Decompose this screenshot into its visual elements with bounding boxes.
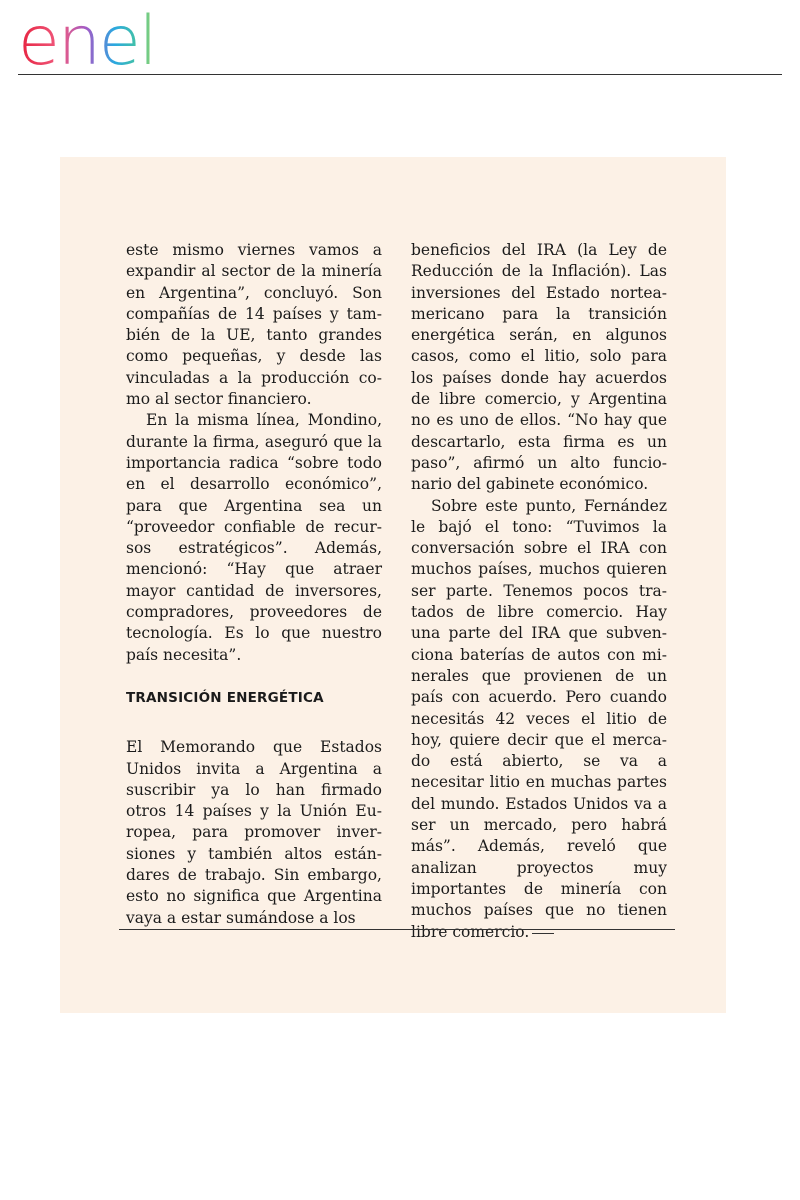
article-end-mark: [532, 933, 554, 934]
article-column-right: [411, 240, 667, 943]
enel-logo: [18, 4, 198, 70]
paragraph: En la misma línea, Mondino, durante la firma, aseguró que la importancia radica “sobre todo en el desarrollo económico”, para que Argentina sea un “proveedor confiable de recursos estratégicos”. Además, mencionó: “Hay que atraer mayor cantidad de inversores, compradores, proveedores de tecnología. Es lo que nuestro país necesita”.: [126, 411, 382, 664]
newspaper-clipping: [60, 157, 726, 1013]
paragraph: El Memorando que Estados Unidos invita a Argentina a suscribir ya lo han firmado otros 14 países y la Unión Europea, para promover inversiones y también altos estándares de trabajo. Sin embargo, esto no significa que Argentina vaya a estar sumándose a los: [126, 738, 382, 927]
logo-wordmark: enel: [18, 4, 156, 70]
article-column-left: [126, 240, 382, 929]
header-divider: [18, 74, 782, 75]
section-heading: TRANSICIÓN ENERGÉTICA: [126, 689, 324, 706]
paragraph: [411, 496, 667, 943]
paragraph: este mismo viernes vamos a expandir al sector de la minería en Argentina”, concluyó. Son compañías de 14 países y también de la UE, tanto grandes como pequeñas, y desde las vinculadas a la producción como al sector financiero.: [126, 241, 382, 409]
paragraph-text: Sobre este punto, Fernández le bajó el tono: “Tuvimos la conversación sobre el IRA con muchos países, muchos quieren ser parte. Tenemos pocos tratados de libre comercio. Hay una parte del IRA que subvenciona baterías de autos con minerales que provienen de un país con acuerdo. Pero cuando necesitás 42 veces el litio de hoy, quiere decir que el mercado está abierto, se va a necesitar litio en muchas partes del mundo. Estados Unidos va a ser un mercado, pero habrá más”. Además, reveló que analizan proyectos muy importantes de minería con muchos países que no tienen libre comercio.: [411, 496, 667, 941]
paragraph: beneficios del IRA (la Ley de Reducción de la Inflación). Las inversiones del Estado norteamericano para la transición energética serán, en algunos casos, como el litio, solo para los países donde hay acuerdos de libre comercio, y Argentina no es uno de ellos. “No hay que descartarlo, esta firma es un paso”, afirmó un alto funcionario del gabinete económico.: [411, 241, 667, 494]
article-bottom-rule: [119, 929, 675, 930]
enel-logo-graphic: [18, 4, 198, 70]
